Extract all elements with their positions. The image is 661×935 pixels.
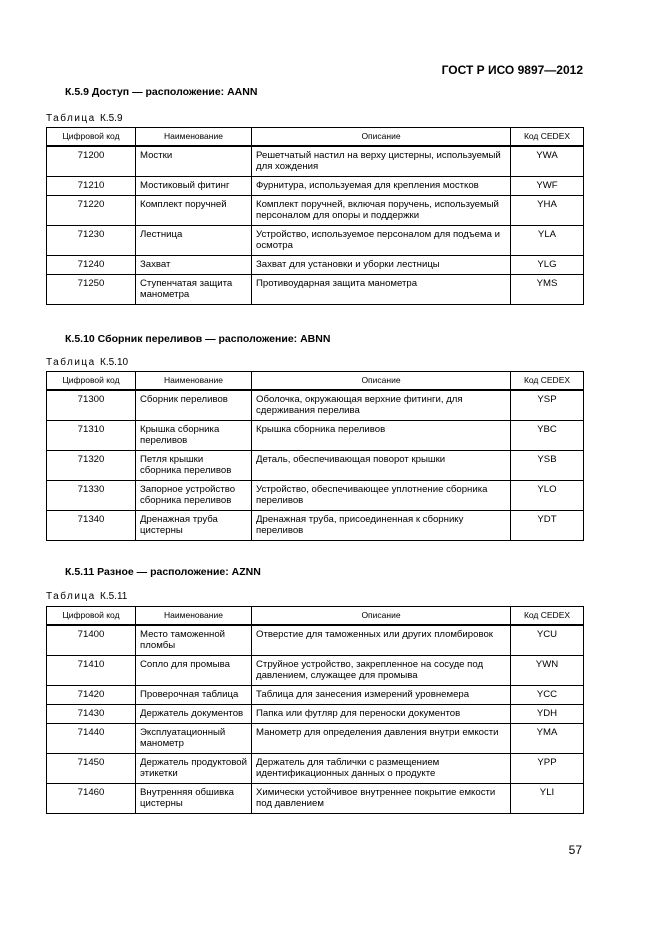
caption-number: К.5.9 (100, 113, 123, 124)
cell-cedex: YCC (511, 686, 584, 705)
cell-cedex: YWA (511, 146, 584, 177)
cell-name: Запорное устройство сборника переливов (136, 481, 252, 511)
cell-description: Захват для установки и уборки лестницы (252, 256, 511, 275)
column-header-description: Описание (252, 372, 511, 391)
cell-description: Фурнитура, используемая для крепления мостков (252, 177, 511, 196)
cell-cedex: YMS (511, 275, 584, 305)
cell-description: Деталь, обеспечивающая поворот крышки (252, 451, 511, 481)
cell-description: Дренажная труба, присоединенная к сборнику переливов (252, 511, 511, 541)
table-row (47, 421, 584, 451)
cell-cedex: YDT (511, 511, 584, 541)
cell-description: Папка или футляр для переноски документов (252, 705, 511, 724)
cell-name: Лестница (136, 226, 252, 256)
data-table (46, 127, 584, 305)
cell-cedex: YDH (511, 705, 584, 724)
cell-name: Эксплуатационный манометр (136, 724, 252, 754)
cell-name: Дренажная труба цистерны (136, 511, 252, 541)
cell-description: Противоударная защита манометра (252, 275, 511, 305)
table-caption (46, 357, 128, 368)
cell-cedex: YWF (511, 177, 584, 196)
cell-cedex: YMA (511, 724, 584, 754)
column-header-name: Наименование (136, 128, 252, 147)
column-header-code: Цифровой код (47, 607, 136, 626)
table-caption (46, 113, 123, 124)
cell-name: Комплект поручней (136, 196, 252, 226)
header-row (47, 607, 584, 626)
cell-code: 71420 (47, 686, 136, 705)
cell-description: Отверстие для таможенных или других пломбировок (252, 625, 511, 656)
cell-name: Петля крышки сборника переливов (136, 451, 252, 481)
cell-cedex: YLO (511, 481, 584, 511)
cell-name: Место таможенной пломбы (136, 625, 252, 656)
cell-cedex: YHA (511, 196, 584, 226)
column-header-cedex: Код CEDEX (511, 607, 584, 626)
caption-word: Таблица (46, 113, 96, 124)
table-row (47, 511, 584, 541)
cell-code: 71450 (47, 754, 136, 784)
table-row (47, 656, 584, 686)
cell-cedex: YLI (511, 784, 584, 814)
cell-code: 71250 (47, 275, 136, 305)
caption-number: К.5.10 (100, 357, 129, 368)
cell-code: 71230 (47, 226, 136, 256)
cell-name: Мостки (136, 146, 252, 177)
cell-code: 71410 (47, 656, 136, 686)
cell-code: 71240 (47, 256, 136, 275)
table-row (47, 146, 584, 177)
cell-name: Мостиковый фитинг (136, 177, 252, 196)
cell-cedex: YPP (511, 754, 584, 784)
table-row (47, 686, 584, 705)
table-row (47, 390, 584, 421)
cell-name: Захват (136, 256, 252, 275)
table-row (47, 275, 584, 305)
table-row (47, 724, 584, 754)
cell-name: Держатель продуктовой этикетки (136, 754, 252, 784)
cell-description: Решетчатый настил на верху цистерны, используемый для хождения (252, 146, 511, 177)
cell-description: Химически устойчивое внутреннее покрытие емкости под давлением (252, 784, 511, 814)
cell-cedex: YLA (511, 226, 584, 256)
cell-name: Крышка сборника переливов (136, 421, 252, 451)
cell-code: 71330 (47, 481, 136, 511)
cell-cedex: YSB (511, 451, 584, 481)
cell-name: Проверочная таблица (136, 686, 252, 705)
column-header-code: Цифровой код (47, 372, 136, 391)
cell-cedex: YSP (511, 390, 584, 421)
cell-code: 71200 (47, 146, 136, 177)
cell-code: 71220 (47, 196, 136, 226)
table-row (47, 784, 584, 814)
cell-code: 71460 (47, 784, 136, 814)
caption-word: Таблица (46, 357, 96, 368)
table-row (47, 451, 584, 481)
data-table (46, 371, 584, 541)
caption-number: К.5.11 (100, 591, 128, 602)
cell-code: 71340 (47, 511, 136, 541)
cell-description: Комплект поручней, включая поручень, используемый персоналом для опоры и поддержки (252, 196, 511, 226)
cell-description: Таблица для занесения измерений уровнемера (252, 686, 511, 705)
cell-description: Крышка сборника переливов (252, 421, 511, 451)
cell-code: 71430 (47, 705, 136, 724)
table-row (47, 705, 584, 724)
cell-cedex: YBC (511, 421, 584, 451)
column-header-name: Наименование (136, 372, 252, 391)
cell-code: 71210 (47, 177, 136, 196)
cell-description: Манометр для определения давления внутри емкости (252, 724, 511, 754)
column-header-code: Цифровой код (47, 128, 136, 147)
table-row (47, 256, 584, 275)
cell-name: Сопло для промыва (136, 656, 252, 686)
cell-code: 71310 (47, 421, 136, 451)
cell-name: Сборник переливов (136, 390, 252, 421)
cell-cedex: YLG (511, 256, 584, 275)
cell-name: Держатель документов (136, 705, 252, 724)
cell-description: Струйное устройство, закрепленное на сосуде под давлением, служащее для промыва (252, 656, 511, 686)
document-id: ГОСТ Р ИСО 9897—2012 (441, 63, 583, 77)
cell-description: Держатель для таблички с размещением идентификационных данных о продукте (252, 754, 511, 784)
page-number: 57 (568, 843, 582, 857)
cell-name: Внутренняя обшивка цистерны (136, 784, 252, 814)
column-header-description: Описание (252, 128, 511, 147)
table-row (47, 196, 584, 226)
table-row (47, 226, 584, 256)
table-row (47, 625, 584, 656)
cell-code: 71400 (47, 625, 136, 656)
cell-cedex: YCU (511, 625, 584, 656)
table-caption (46, 591, 127, 602)
cell-description: Оболочка, окружающая верхние фитинги, для сдерживания перелива (252, 390, 511, 421)
cell-description: Устройство, обеспечивающее уплотнение сборника переливов (252, 481, 511, 511)
table-row (47, 177, 584, 196)
section-title: К.5.9 Доступ — расположение: AANN (65, 86, 258, 98)
cell-code: 71300 (47, 390, 136, 421)
cell-name: Ступенчатая защита манометра (136, 275, 252, 305)
cell-code: 71320 (47, 451, 136, 481)
table-row (47, 754, 584, 784)
table-row (47, 481, 584, 511)
cell-code: 71440 (47, 724, 136, 754)
column-header-name: Наименование (136, 607, 252, 626)
section-title: К.5.11 Разное — расположение: AZNN (65, 566, 261, 578)
cell-cedex: YWN (511, 656, 584, 686)
section-title: К.5.10 Сборник переливов — расположение: ABNN (65, 333, 331, 345)
column-header-cedex: Код CEDEX (511, 372, 584, 391)
data-table (46, 606, 584, 814)
cell-description: Устройство, используемое персоналом для подъема и осмотра (252, 226, 511, 256)
column-header-description: Описание (252, 607, 511, 626)
header-row (47, 372, 584, 391)
column-header-cedex: Код CEDEX (511, 128, 584, 147)
caption-word: Таблица (46, 591, 96, 602)
header-row (47, 128, 584, 147)
